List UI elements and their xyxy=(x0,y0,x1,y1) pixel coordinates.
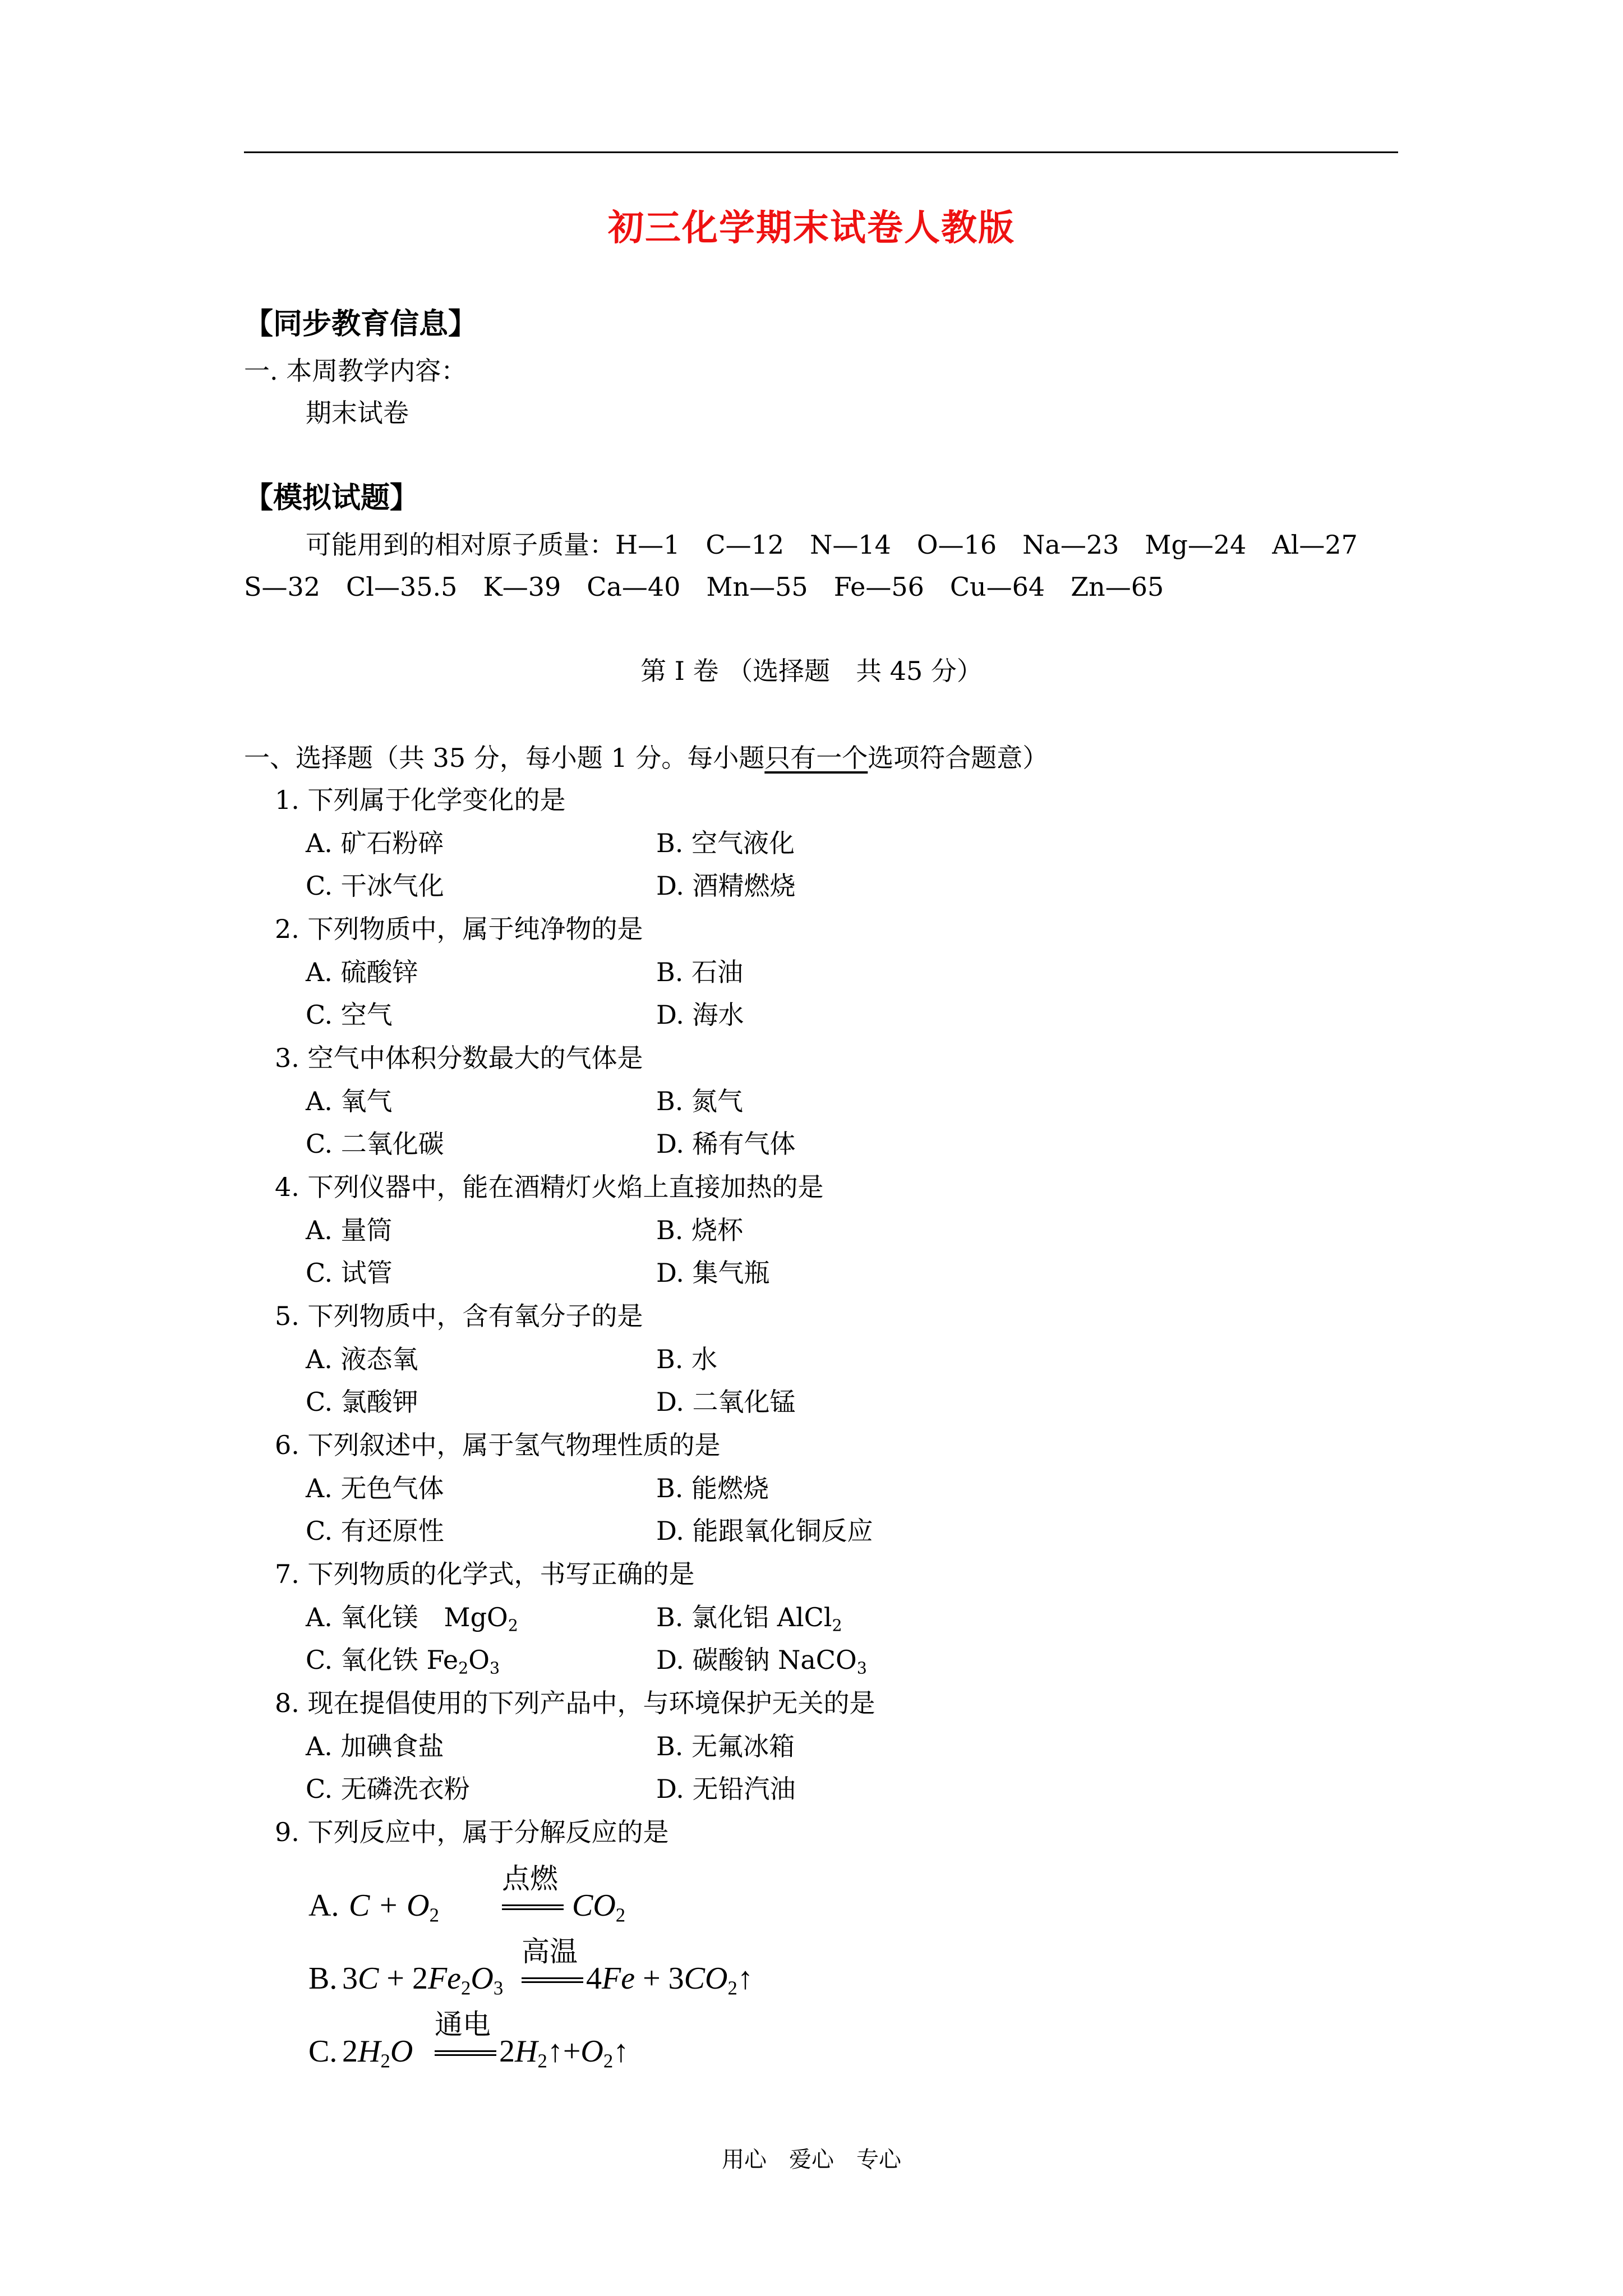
formula-subscript: 2 xyxy=(458,1659,469,1678)
option-a: A. 无色气体 xyxy=(306,1473,444,1503)
option-d: D. 稀有气体 xyxy=(656,1129,796,1159)
mock-section-header: 【模拟试题】 xyxy=(244,481,419,515)
option-label: D. 碳酸钠 xyxy=(656,1645,778,1675)
equal-sign xyxy=(522,1977,583,1983)
formula-subscript: 2 xyxy=(508,1616,518,1635)
equation-lhs: $2H_2O$ xyxy=(342,2034,413,2072)
part1-instruction xyxy=(244,738,1048,775)
option-d: D. 无铅汽油 xyxy=(656,1774,796,1804)
option-b: B. 无氟冰箱 xyxy=(656,1731,795,1761)
option-a: A. 矿石粉碎 xyxy=(306,828,444,858)
question-stem: 9. 下列反应中，属于分解反应的是 xyxy=(275,1817,669,1847)
option-d: D. 海水 xyxy=(656,1000,744,1030)
equation-lhs: C + O xyxy=(349,1888,430,1923)
option-label: A. 氧化镁 xyxy=(306,1602,444,1632)
question-stem: 5. 下列物质中，含有氧分子的是 xyxy=(275,1301,643,1331)
equal-sign xyxy=(502,1904,564,1910)
option-a: A. 硫酸锌 xyxy=(306,957,418,987)
question-stem: 8. 现在提倡使用的下列产品中，与环境保护无关的是 xyxy=(275,1688,875,1718)
formula: MgO xyxy=(444,1602,508,1632)
equal-sign xyxy=(435,2050,496,2056)
question-stem: 4. 下列仪器中，能在酒精灯火焰上直接加热的是 xyxy=(275,1172,824,1202)
option-a: A. 氧气 xyxy=(306,1086,393,1116)
formula: AlCl xyxy=(777,1602,832,1632)
formula: Fe xyxy=(426,1645,459,1675)
equation-rhs: $4Fe + 3CO_2↑$ xyxy=(586,1961,753,1999)
option-label: C. 氧化铁 xyxy=(306,1645,427,1675)
option-a: A. 加碘食盐 xyxy=(306,1731,444,1761)
option-b xyxy=(656,1597,842,1634)
reaction-condition: 通电 xyxy=(435,2009,491,2040)
equation-a xyxy=(308,1863,701,1932)
option-b: B. 水 xyxy=(656,1344,718,1374)
option-c: C. 二氧化碳 xyxy=(306,1129,444,1159)
part1-instruction-prefix: 一、选择题（共 35 分，每小题 1 分。每小题 xyxy=(244,743,765,773)
sync-line-2: 期末试卷 xyxy=(306,398,409,428)
option-c: C. 无磷洗衣粉 xyxy=(306,1774,470,1804)
sync-line-1: 一. 本周教学内容： xyxy=(244,356,467,386)
formula: NaCO xyxy=(778,1645,857,1675)
header-rule xyxy=(244,151,1398,153)
formula-subscript: 3 xyxy=(856,1659,867,1678)
equation-subscript: 2 xyxy=(615,1904,626,1926)
sync-section-header: 【同步教育信息】 xyxy=(244,307,478,341)
option-c: C. 空气 xyxy=(306,1000,393,1030)
option-d: D. 二氧化锰 xyxy=(656,1387,796,1417)
formula-subscript: 2 xyxy=(832,1616,842,1635)
equation-label: C. xyxy=(308,2034,338,2069)
question-stem: 1. 下列属于化学变化的是 xyxy=(275,785,566,815)
option-a xyxy=(306,1597,518,1634)
equation-c xyxy=(308,2009,813,2078)
option-b: B. 能燃烧 xyxy=(656,1473,769,1503)
option-c: C. 干冰气化 xyxy=(306,871,444,901)
equation-label: A. xyxy=(308,1888,339,1923)
option-label: B. 氯化铝 xyxy=(656,1602,777,1632)
atomic-masses-line-1: 可能用到的相对原子质量：H—1 C—12 N—14 O—16 Na—23 Mg—24 Al—27 xyxy=(306,530,1358,560)
reaction-condition: 点燃 xyxy=(502,1863,558,1894)
formula: O xyxy=(468,1645,490,1675)
option-c: C. 试管 xyxy=(306,1258,393,1288)
question-stem: 6. 下列叙述中，属于氢气物理性质的是 xyxy=(275,1430,721,1460)
equation-lhs: $3C + 2Fe_2O_3$ xyxy=(342,1961,504,1999)
question-stem: 3. 空气中体积分数最大的气体是 xyxy=(275,1043,643,1073)
reaction-condition: 高温 xyxy=(522,1936,578,1967)
option-c: C. 有还原性 xyxy=(306,1516,444,1546)
option-b: B. 烧杯 xyxy=(656,1215,744,1245)
formula-subscript: 3 xyxy=(489,1659,500,1678)
question-stem: 7. 下列物质的化学式，书写正确的是 xyxy=(275,1559,695,1589)
option-c xyxy=(306,1640,500,1677)
option-b: B. 空气液化 xyxy=(656,828,795,858)
question-stem: 2. 下列物质中，属于纯净物的是 xyxy=(275,914,643,944)
part1-instruction-suffix: 选项符合题意） xyxy=(868,743,1049,773)
option-a: A. 液态氧 xyxy=(306,1344,418,1374)
equation-b xyxy=(308,1936,813,2005)
equation-rhs: $2H_2↑+O_2↑$ xyxy=(499,2034,629,2072)
option-d: D. 集气瓶 xyxy=(656,1258,770,1288)
option-c: C. 氯酸钾 xyxy=(306,1387,418,1417)
equation-subscript: 2 xyxy=(429,1904,439,1926)
atomic-masses-line-2: S—32 Cl—35.5 K—39 Ca—40 Mn—55 Fe—56 Cu—64 Zn—65 xyxy=(244,572,1164,602)
equation-label: B. xyxy=(308,1961,338,1996)
option-d: D. 酒精燃烧 xyxy=(656,871,796,901)
option-b: B. 氮气 xyxy=(656,1086,744,1116)
option-b: B. 石油 xyxy=(656,957,744,987)
equation-rhs: CO xyxy=(572,1888,616,1923)
document-title: 初三化学期末试卷人教版 xyxy=(608,207,1015,249)
option-d: D. 能跟氧化铜反应 xyxy=(656,1516,873,1546)
page-footer: 用心 爱心 专心 xyxy=(722,2147,901,2173)
part1-instruction-emphasis: 只有一个 xyxy=(764,743,868,773)
option-d xyxy=(656,1640,867,1677)
volume-heading: 第 I 卷 （选择题 共 45 分） xyxy=(640,656,983,686)
option-a: A. 量筒 xyxy=(306,1215,393,1245)
